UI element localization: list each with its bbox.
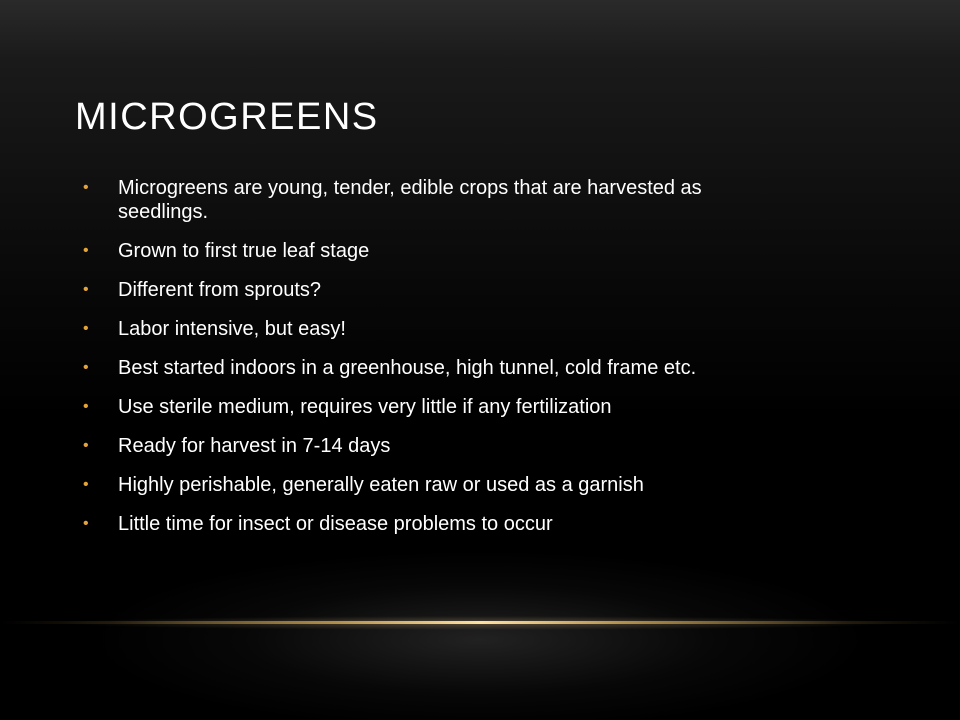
bullet-icon: • — [83, 320, 89, 337]
bullet-icon: • — [83, 359, 89, 376]
bullet-icon: • — [83, 242, 89, 259]
accent-line — [0, 621, 960, 624]
slide-title: MICROGREENS — [75, 96, 379, 138]
bullet-icon: • — [83, 437, 89, 454]
bullet-list — [83, 176, 783, 551]
bullet-icon: • — [83, 281, 89, 298]
bullet-text: Little time for insect or disease problems to occur — [118, 513, 553, 535]
bullet-text: Ready for harvest in 7-14 days — [118, 435, 391, 457]
bullet-item — [83, 356, 783, 380]
bullet-text: Microgreens are young, tender, edible crops that are harvested as seedlings. — [118, 177, 702, 223]
bullet-text: Labor intensive, but easy! — [118, 318, 346, 340]
bullet-icon: • — [83, 515, 89, 532]
bullet-item — [83, 239, 783, 263]
bullet-item — [83, 434, 783, 458]
bullet-item — [83, 278, 783, 302]
bullet-icon: • — [83, 398, 89, 415]
bullet-icon: • — [83, 179, 89, 196]
bullet-text: Best started indoors in a greenhouse, high tunnel, cold frame etc. — [118, 357, 697, 379]
bullet-item — [83, 473, 783, 497]
bullet-text: Highly perishable, generally eaten raw or used as a garnish — [118, 474, 644, 496]
bullet-item — [83, 176, 783, 224]
bullet-item — [83, 395, 783, 419]
bullet-item — [83, 512, 783, 536]
bullet-text: Grown to first true leaf stage — [118, 240, 370, 262]
bullet-text: Use sterile medium, requires very little if any fertilization — [118, 396, 612, 418]
bullet-icon: • — [83, 476, 89, 493]
bullet-item — [83, 317, 783, 341]
bullet-text: Different from sprouts? — [118, 279, 322, 301]
